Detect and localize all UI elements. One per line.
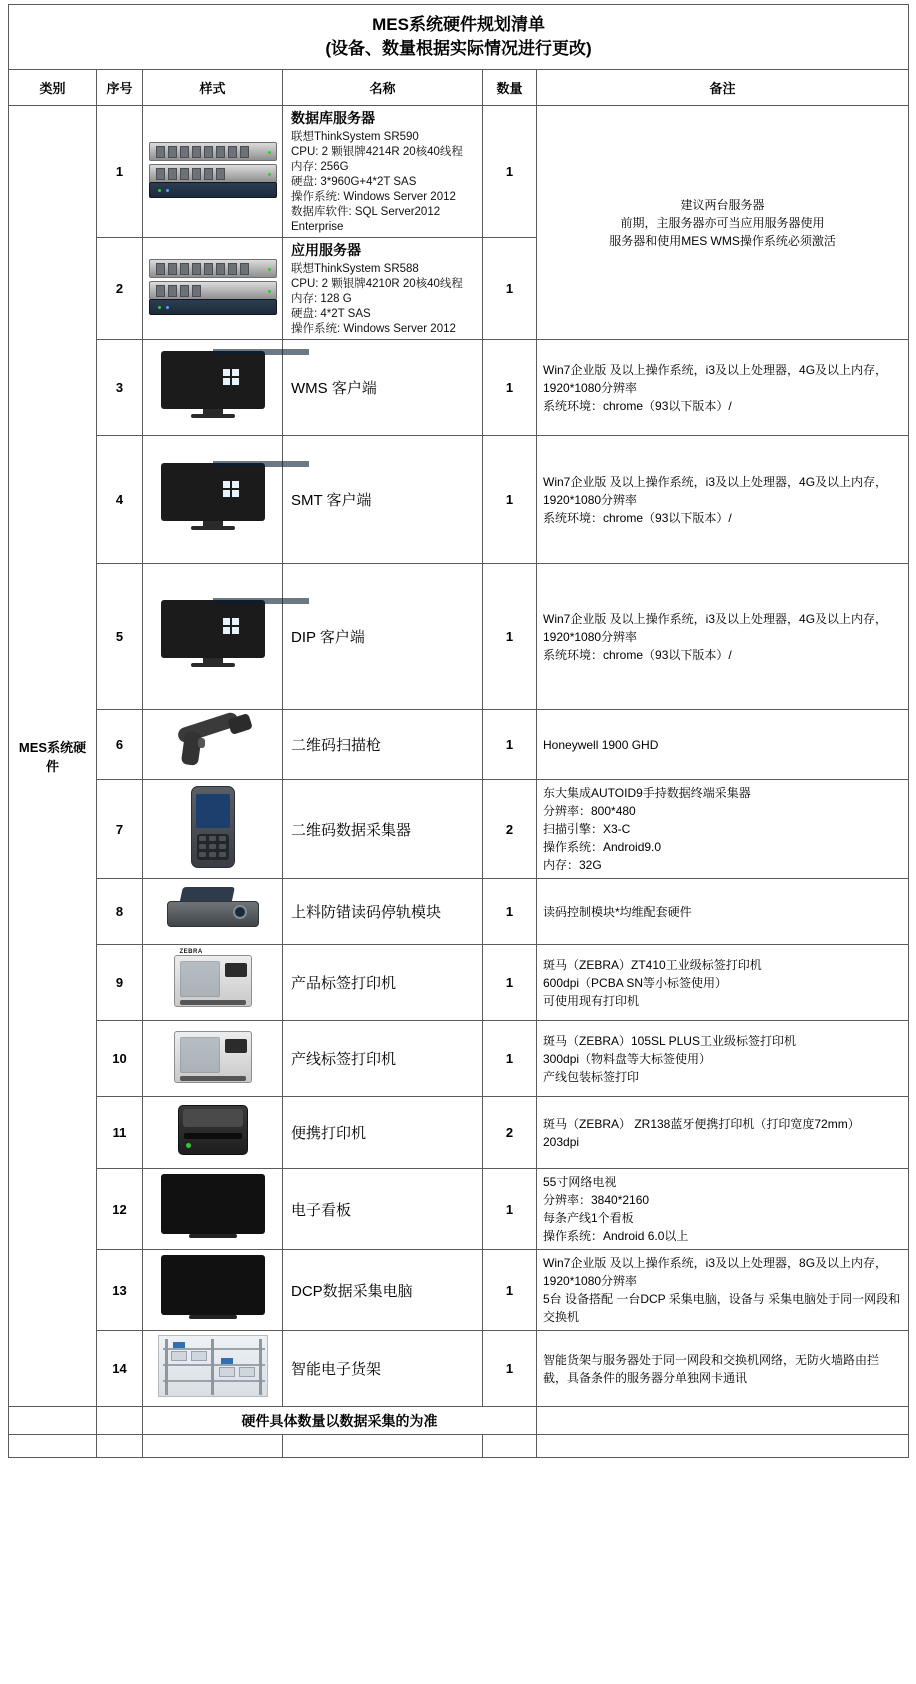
row-remark — [537, 1021, 909, 1097]
product-name: 电子看板 — [283, 1169, 483, 1250]
row-qty: 1 — [483, 945, 537, 1021]
product-name: 应用服务器 — [291, 242, 361, 258]
col-header-style: 样式 — [143, 70, 283, 106]
remark-line: 扫描引擎：X3-C — [543, 822, 631, 836]
empty-cell — [9, 1435, 97, 1458]
table-header-row — [9, 70, 909, 106]
remark-line: Honeywell 1900 GHD — [543, 737, 659, 752]
spec-line: 内存: 256G — [291, 161, 349, 173]
row-image — [143, 564, 283, 710]
spec-line: 操作系统: Windows Server 2012 — [291, 191, 456, 203]
remark-line: 产线包装标签打印 — [543, 1069, 640, 1084]
industrial-printer-icon — [174, 1025, 252, 1087]
row-index: 5 — [97, 564, 143, 710]
remark-line: 每条产线1个看板 — [543, 1211, 634, 1225]
server-icon — [149, 255, 277, 317]
spec-line: 数据库软件: SQL Server2012 Enterprise — [291, 206, 441, 233]
remark-line: 操作系统：Android9.0 — [543, 840, 662, 854]
row-remark — [537, 340, 909, 436]
row-index: 10 — [97, 1021, 143, 1097]
tv-icon — [161, 1174, 265, 1240]
row-remark — [537, 1331, 909, 1407]
row-image — [143, 710, 283, 780]
table-row — [9, 1331, 909, 1407]
table-row — [9, 879, 909, 945]
table-row — [9, 945, 909, 1021]
row-image — [143, 1097, 283, 1169]
hardware-plan-table — [8, 4, 909, 1458]
row-qty: 1 — [483, 106, 537, 238]
product-name: 二维码扫描枪 — [283, 710, 483, 780]
remark-line: 斑马（ZEBRA） ZR138蓝牙便携打印机（打印宽度72mm） — [543, 1116, 860, 1131]
title-line-1: MES系统硬件规划清单 — [372, 15, 545, 34]
row-index: 2 — [97, 238, 143, 340]
row-index: 12 — [97, 1169, 143, 1250]
document-title — [9, 5, 909, 70]
row-index: 13 — [97, 1250, 143, 1331]
remark-line: 系统环境：chrome（93以下版本）/ — [543, 647, 732, 662]
remark-line: 读码控制模块*均维配套硬件 — [543, 904, 692, 919]
product-name: 二维码数据采集器 — [283, 780, 483, 879]
empty-cell — [143, 1435, 283, 1458]
row-image — [143, 1169, 283, 1250]
product-specs — [291, 262, 478, 337]
spec-line: 内存: 128 G — [291, 293, 352, 305]
row-remark — [537, 1169, 909, 1250]
row-qty: 1 — [483, 1021, 537, 1097]
row-remark — [537, 780, 909, 879]
row-image — [143, 1331, 283, 1407]
row-qty: 1 — [483, 1169, 537, 1250]
row-qty: 1 — [483, 879, 537, 945]
row-index: 6 — [97, 710, 143, 780]
remark-line: 操作系统：Android 6.0以上 — [543, 1229, 689, 1243]
monitor-icon — [161, 600, 265, 668]
product-name: 产线标签打印机 — [283, 1021, 483, 1097]
product-name: 上料防错读码停轨模块 — [283, 879, 483, 945]
remark-line: 分辨率：3840*2160 — [543, 1193, 650, 1207]
row-remark — [537, 879, 909, 945]
remark-line: 300dpi（物料盘等大标签使用） — [543, 1051, 712, 1066]
col-header-name: 名称 — [283, 70, 483, 106]
tv-icon — [161, 1255, 265, 1321]
row-remark — [537, 945, 909, 1021]
table-row — [9, 106, 909, 238]
remark-line: 55寸网络电视 — [543, 1175, 617, 1189]
row-index: 4 — [97, 436, 143, 564]
col-header-index: 序号 — [97, 70, 143, 106]
col-header-remark: 备注 — [537, 70, 909, 106]
row-index: 11 — [97, 1097, 143, 1169]
col-header-qty: 数量 — [483, 70, 537, 106]
product-name: DCP数据采集电脑 — [283, 1250, 483, 1331]
footer-blank-left — [9, 1407, 97, 1435]
empty-cell — [483, 1435, 537, 1458]
remark-line: Win7企业版 及以上操作系统，i3及以上处理器，4G及以上内存，1920*1080分辨率 — [543, 611, 888, 644]
merged-remark-servers — [537, 106, 909, 340]
row-image — [143, 1250, 283, 1331]
table-row — [9, 1169, 909, 1250]
row-image — [143, 1021, 283, 1097]
monitor-icon — [161, 463, 265, 531]
empty-cell — [283, 1435, 483, 1458]
product-name: SMT 客户端 — [283, 436, 483, 564]
row-index: 1 — [97, 106, 143, 238]
footer-blank-index — [97, 1407, 143, 1435]
table-row — [9, 780, 909, 879]
row-qty: 1 — [483, 340, 537, 436]
product-name: 智能电子货架 — [283, 1331, 483, 1407]
spec-line: CPU: 2 颗银牌4214R 20核40线程 — [291, 146, 463, 158]
row-remark — [537, 1097, 909, 1169]
remark-line: 系统环境：chrome（93以下版本）/ — [543, 398, 732, 413]
product-name: WMS 客户端 — [283, 340, 483, 436]
row-image — [143, 436, 283, 564]
row-index: 9 — [97, 945, 143, 1021]
row-image — [143, 945, 283, 1021]
rail-module-icon — [163, 883, 263, 935]
spec-line: CPU: 2 颗银牌4210R 20核40线程 — [291, 278, 463, 290]
remark-line: Win7企业版 及以上操作系统，i3及以上处理器，4G及以上内存，1920*1080分辨率 — [543, 362, 888, 395]
table-row — [9, 1021, 909, 1097]
empty-cell — [97, 1435, 143, 1458]
product-name: 产品标签打印机 — [283, 945, 483, 1021]
remark-line: 东大集成AUTOID9手持数据终端采集器 — [543, 786, 751, 800]
row-image — [143, 106, 283, 238]
row-name-cell — [283, 106, 483, 238]
row-qty: 2 — [483, 780, 537, 879]
row-index: 8 — [97, 879, 143, 945]
row-qty: 1 — [483, 436, 537, 564]
row-qty: 1 — [483, 564, 537, 710]
row-name-cell — [283, 238, 483, 340]
product-name: DIP 客户端 — [283, 564, 483, 710]
remark-line: Win7企业版 及以上操作系统，i3及以上处理器，8G及以上内存，1920*1080分辨率 — [543, 1256, 888, 1288]
remark-line: 系统环境：chrome（93以下版本）/ — [543, 510, 732, 525]
row-qty: 1 — [483, 710, 537, 780]
row-qty: 1 — [483, 1250, 537, 1331]
row-remark — [537, 436, 909, 564]
pda-icon — [191, 786, 235, 868]
row-index: 7 — [97, 780, 143, 879]
product-name: 便携打印机 — [283, 1097, 483, 1169]
row-image — [143, 780, 283, 879]
remark-line: 分辨率：800*480 — [543, 804, 636, 818]
remark-line: 智能货架与服务器处于同一网段和交换机网络，无防火墙路由拦截，具备条件的服务器分单独网卡通讯 — [543, 1352, 880, 1385]
remark-line: 5台 设备搭配 一台DCP 采集电脑，设备与 采集电脑处于同一网段和交换机 — [543, 1292, 901, 1324]
table-row — [9, 436, 909, 564]
row-qty: 1 — [483, 238, 537, 340]
server-icon — [149, 138, 277, 200]
row-remark — [537, 564, 909, 710]
table-row — [9, 1097, 909, 1169]
row-image — [143, 879, 283, 945]
remark-line: 建议两台服务器 — [680, 197, 765, 212]
empty-row — [9, 1435, 909, 1458]
product-specs — [291, 130, 478, 235]
remark-line: 服务器和使用MES WMS操作系统必须激活 — [609, 233, 836, 248]
empty-cell — [537, 1435, 909, 1458]
row-remark — [537, 1250, 909, 1331]
industrial-printer-icon: ZEBRA — [174, 949, 252, 1011]
table-row — [9, 564, 909, 710]
product-name: 数据库服务器 — [291, 110, 375, 126]
remark-line: 斑马（ZEBRA）105SL PLUS工业级标签打印机 — [543, 1033, 796, 1048]
remark-line: 可使用现有打印机 — [543, 993, 640, 1008]
row-index: 3 — [97, 340, 143, 436]
row-qty: 2 — [483, 1097, 537, 1169]
title-row — [9, 5, 909, 70]
spec-line: 联想ThinkSystem SR590 — [291, 131, 419, 143]
spec-line: 操作系统: Windows Server 2012 — [291, 323, 456, 335]
row-image — [143, 340, 283, 436]
footer-blank-remark — [537, 1407, 909, 1435]
remark-line: 前期，主服务器亦可当应用服务器使用 — [620, 215, 825, 230]
row-index: 14 — [97, 1331, 143, 1407]
spec-line: 联想ThinkSystem SR588 — [291, 263, 419, 275]
category-cell: MES系统硬件 — [9, 106, 97, 1407]
row-image — [143, 238, 283, 340]
footer-row — [9, 1407, 909, 1435]
remark-line: 203dpi — [543, 1134, 580, 1149]
footer-note: 硬件具体数量以数据采集的为准 — [143, 1407, 537, 1435]
col-header-category: 类别 — [9, 70, 97, 106]
spec-line: 硬盘: 3*960G+4*2T SAS — [291, 176, 417, 188]
remark-line: 内存：32G — [543, 858, 602, 872]
remark-line: Win7企业版 及以上操作系统，i3及以上处理器，4G及以上内存，1920*1080分辨率 — [543, 474, 888, 507]
remark-line: 600dpi（PCBA SN等小标签使用） — [543, 975, 728, 990]
row-remark — [537, 710, 909, 780]
title-line-2: (设备、数量根据实际情况进行更改) — [325, 39, 592, 58]
table-row — [9, 710, 909, 780]
table-row — [9, 340, 909, 436]
portable-printer-icon — [178, 1101, 248, 1159]
spec-line: 硬盘: 4*2T SAS — [291, 308, 371, 320]
smart-shelf-icon — [158, 1335, 268, 1397]
monitor-icon — [161, 351, 265, 419]
remark-line: 斑马（ZEBRA）ZT410工业级标签打印机 — [543, 957, 762, 972]
table-row — [9, 1250, 909, 1331]
row-qty: 1 — [483, 1331, 537, 1407]
barcode-scanner-icon — [167, 714, 259, 770]
